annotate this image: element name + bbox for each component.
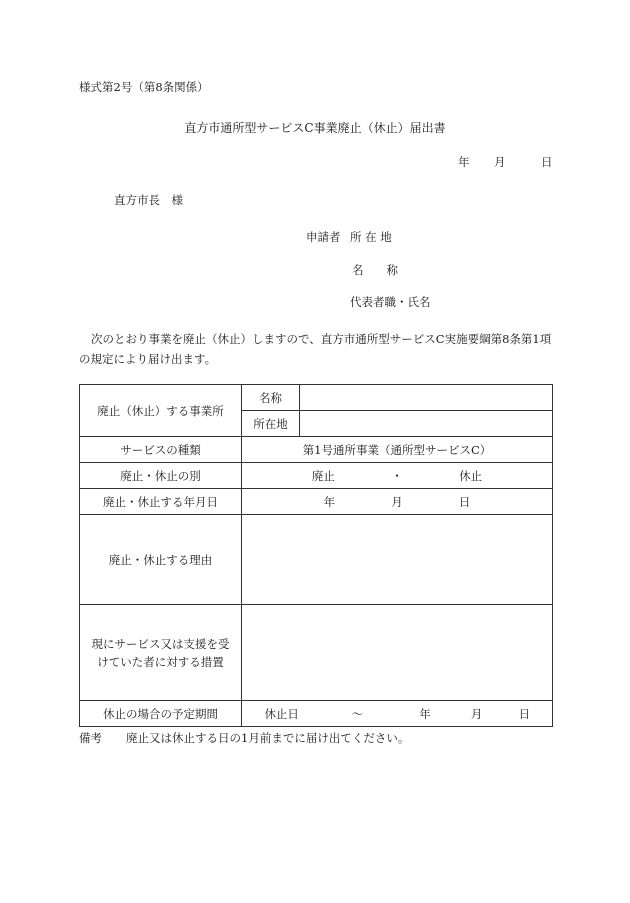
category-suspend-option[interactable]: 休止 bbox=[459, 468, 483, 483]
date-field-year: 年 bbox=[323, 494, 336, 509]
remarks-text: 廃止又は休止する日の1月前までに届け出てください。 bbox=[126, 731, 410, 745]
applicant-name-label: 名 称 bbox=[352, 263, 398, 277]
category-separator: ・ bbox=[391, 468, 403, 483]
office-address-field[interactable] bbox=[300, 411, 553, 437]
measures-field[interactable] bbox=[242, 605, 553, 701]
category-abolish-option[interactable]: 廃止 bbox=[311, 468, 335, 483]
period-tilde: ～ bbox=[351, 706, 364, 721]
date-year-label: 年 bbox=[458, 155, 470, 169]
date-field[interactable] bbox=[242, 489, 553, 515]
service-type-value: 第1号通所事業（通所型サービスC） bbox=[242, 437, 553, 463]
date-day-label: 日 bbox=[541, 155, 553, 169]
notification-table bbox=[79, 384, 553, 727]
date-field-day: 日 bbox=[458, 494, 471, 509]
measures-label-line1: 現にサービス又は支援を受 bbox=[91, 636, 230, 651]
date-month-label: 月 bbox=[494, 155, 506, 169]
period-month: 月 bbox=[470, 706, 483, 721]
period-day: 日 bbox=[518, 706, 531, 721]
date-field-month: 月 bbox=[391, 494, 403, 509]
office-name-field[interactable] bbox=[300, 385, 553, 411]
remarks-label: 備考 bbox=[79, 731, 102, 745]
category-label: 廃止・休止の別 bbox=[80, 463, 242, 489]
measures-label bbox=[80, 605, 242, 701]
office-address-label: 所在地 bbox=[242, 411, 300, 437]
applicant-address-label: 所 在 地 bbox=[350, 230, 392, 244]
addressee: 直方市長 様 bbox=[114, 193, 183, 207]
date-label: 廃止・休止する年月日 bbox=[80, 489, 242, 515]
intro-text: 次のとおり事業を廃止（休止）しますので、直方市通所型サービスC実施要綱第8条第1項の規定により届け出ます。 bbox=[79, 332, 552, 366]
office-name-label: 名称 bbox=[242, 385, 300, 411]
applicant-representative-label: 代表者職・氏名 bbox=[350, 295, 431, 309]
reason-field[interactable] bbox=[242, 515, 553, 605]
period-field[interactable] bbox=[242, 701, 553, 727]
period-label: 休止の場合の予定期間 bbox=[80, 701, 242, 727]
applicant-label: 申請者 bbox=[306, 230, 341, 244]
period-start-label: 休止日 bbox=[264, 706, 299, 721]
category-options[interactable] bbox=[242, 463, 553, 489]
service-type-label: サービスの種類 bbox=[80, 437, 242, 463]
page-title: 直方市通所型サービスC事業廃止（休止）届出書 bbox=[184, 121, 446, 135]
office-label: 廃止（休止）する事業所 bbox=[80, 385, 242, 437]
form-number: 様式第2号（第8条関係） bbox=[79, 80, 209, 94]
measures-label-line2: けていた者に対する措置 bbox=[97, 654, 224, 669]
period-year: 年 bbox=[419, 706, 431, 721]
reason-label: 廃止・休止する理由 bbox=[80, 515, 242, 605]
